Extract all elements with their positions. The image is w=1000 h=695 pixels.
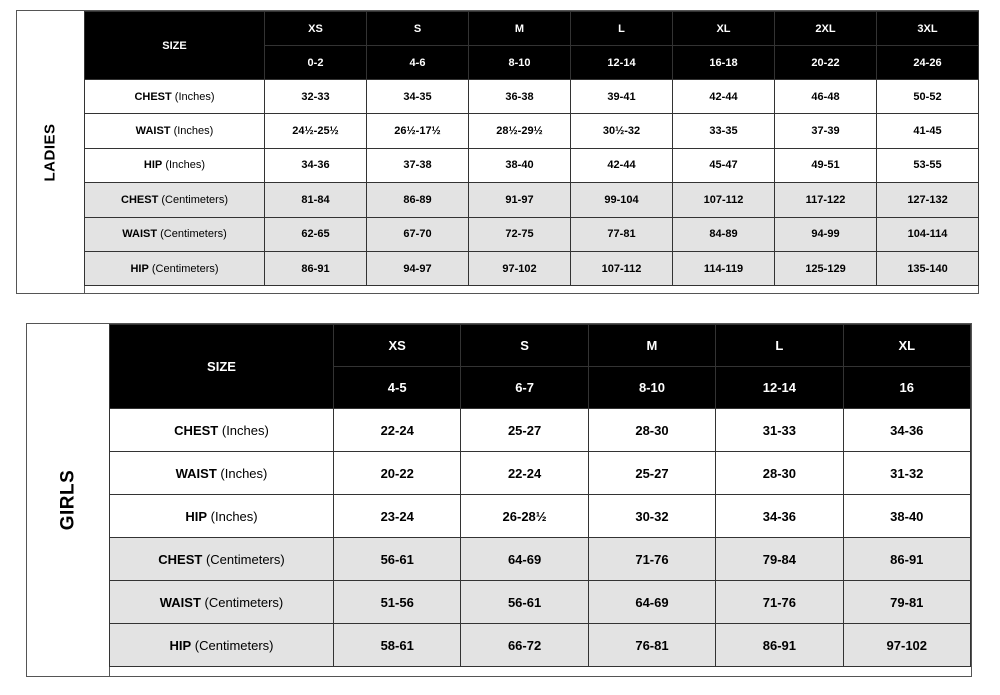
size-name: XS: [334, 325, 461, 367]
measurement-label: [85, 114, 265, 148]
size-name: L: [716, 325, 843, 367]
measure-name: WAIST: [159, 594, 201, 610]
size-range: 4-5: [334, 367, 461, 409]
measure-unit: (Inches): [210, 508, 258, 524]
measurement-value: 39-41: [571, 80, 673, 114]
measurement-row: [110, 624, 971, 667]
measurement-row: [85, 217, 979, 251]
measurement-value: 28-30: [588, 409, 715, 452]
measurement-value: 117-122: [775, 183, 877, 217]
ladies-side-label: [17, 11, 85, 293]
measurement-value: 28-30: [716, 452, 843, 495]
measurement-value: 42-44: [571, 148, 673, 182]
ladies-size-table: [84, 11, 979, 286]
measurement-row: [85, 148, 979, 182]
measurement-value: 62-65: [265, 217, 367, 251]
measurement-value: 97-102: [469, 251, 571, 285]
measure-name: HIP: [169, 637, 192, 653]
measurement-value: 25-27: [461, 409, 588, 452]
measurement-value: 30-32: [588, 495, 715, 538]
measurement-value: 135-140: [877, 251, 979, 285]
measurement-value: 25-27: [588, 452, 715, 495]
size-name: XL: [843, 325, 970, 367]
measure-unit: (Inches): [174, 90, 215, 103]
measurement-value: 107-112: [673, 183, 775, 217]
measurement-label: [85, 217, 265, 251]
measurement-value: 104-114: [877, 217, 979, 251]
measurement-value: 42-44: [673, 80, 775, 114]
measurement-row: [110, 409, 971, 452]
measure-unit: (Centimeters): [194, 637, 274, 653]
measurement-label: [110, 581, 334, 624]
measurement-value: 72-75: [469, 217, 571, 251]
measure-name: CHEST: [121, 193, 159, 206]
measure-name: WAIST: [135, 125, 171, 138]
measure-unit: (Inches): [173, 125, 214, 138]
girls-side-label: [27, 324, 110, 676]
ladies-size-chart: [16, 10, 979, 294]
size-range: 8-10: [469, 46, 571, 80]
size-name: 2XL: [775, 12, 877, 46]
size-name: S: [461, 325, 588, 367]
measure-unit: (Inches): [221, 422, 269, 438]
measurement-value: 77-81: [571, 217, 673, 251]
measure-name: CHEST: [134, 90, 172, 103]
measurement-label: [85, 148, 265, 182]
size-name: 3XL: [877, 12, 979, 46]
size-range: 12-14: [716, 367, 843, 409]
measurement-value: 45-47: [673, 148, 775, 182]
measure-name: HIP: [185, 508, 208, 524]
measurement-value: 24½-25½: [265, 114, 367, 148]
measurement-value: 32-33: [265, 80, 367, 114]
measurement-value: 30½-32: [571, 114, 673, 148]
measure-unit: (Centimeters): [204, 594, 284, 610]
measurement-value: 37-38: [367, 148, 469, 182]
measurement-label: [85, 80, 265, 114]
size-header-row: [85, 12, 979, 46]
measurement-value: 127-132: [877, 183, 979, 217]
measurement-value: 23-24: [334, 495, 461, 538]
measure-name: WAIST: [122, 228, 158, 241]
measurement-value: 34-36: [716, 495, 843, 538]
measurement-value: 22-24: [461, 452, 588, 495]
size-label: SIZE: [110, 325, 334, 409]
size-name: XL: [673, 12, 775, 46]
measure-name: WAIST: [175, 465, 217, 481]
size-range: 16: [843, 367, 970, 409]
measurement-label: [85, 183, 265, 217]
measurement-value: 31-33: [716, 409, 843, 452]
measurement-value: 56-61: [334, 538, 461, 581]
measurement-value: 26-28½: [461, 495, 588, 538]
measure-name: CHEST: [158, 551, 203, 567]
measurement-value: 22-24: [334, 409, 461, 452]
measurement-value: 51-56: [334, 581, 461, 624]
measurement-value: 86-91: [265, 251, 367, 285]
measurement-value: 71-76: [716, 581, 843, 624]
measurement-value: 84-89: [673, 217, 775, 251]
measurement-value: 86-91: [716, 624, 843, 667]
size-range: 20-22: [775, 46, 877, 80]
measurement-label: [110, 624, 334, 667]
girls-size-table: [109, 324, 971, 667]
measurement-value: 34-35: [367, 80, 469, 114]
measure-name: CHEST: [174, 422, 219, 438]
measurement-row: [85, 114, 979, 148]
measurement-value: 50-52: [877, 80, 979, 114]
measurement-value: 94-99: [775, 217, 877, 251]
measurement-value: 41-45: [877, 114, 979, 148]
measurement-label: [110, 452, 334, 495]
measurement-value: 64-69: [461, 538, 588, 581]
measurement-value: 86-91: [843, 538, 970, 581]
measurement-value: 56-61: [461, 581, 588, 624]
measurement-value: 26½-17½: [367, 114, 469, 148]
size-range: 12-14: [571, 46, 673, 80]
measurement-row: [85, 183, 979, 217]
measurement-value: 36-38: [469, 80, 571, 114]
measurement-value: 71-76: [588, 538, 715, 581]
measurement-value: 79-81: [843, 581, 970, 624]
size-name: M: [588, 325, 715, 367]
measurement-value: 99-104: [571, 183, 673, 217]
measurement-value: 34-36: [843, 409, 970, 452]
measurement-value: 38-40: [843, 495, 970, 538]
measurement-label: [110, 538, 334, 581]
measurement-value: 66-72: [461, 624, 588, 667]
measurement-value: 94-97: [367, 251, 469, 285]
measurement-value: 49-51: [775, 148, 877, 182]
measure-unit: (Centimeters): [151, 262, 219, 275]
measurement-value: 53-55: [877, 148, 979, 182]
measurement-value: 34-36: [265, 148, 367, 182]
measurement-value: 20-22: [334, 452, 461, 495]
measurement-row: [110, 538, 971, 581]
measurement-label: [110, 495, 334, 538]
size-name: S: [367, 12, 469, 46]
measure-unit: (Inches): [165, 159, 206, 172]
measurement-value: 91-97: [469, 183, 571, 217]
ladies-title: LADIES: [41, 122, 59, 182]
measure-unit: (Centimeters): [161, 193, 228, 206]
measurement-value: 58-61: [334, 624, 461, 667]
size-range: 4-6: [367, 46, 469, 80]
measurement-value: 37-39: [775, 114, 877, 148]
measure-name: HIP: [130, 262, 149, 275]
measurement-value: 107-112: [571, 251, 673, 285]
measurement-value: 33-35: [673, 114, 775, 148]
size-label: SIZE: [85, 12, 265, 80]
measurement-value: 114-119: [673, 251, 775, 285]
measurement-value: 67-70: [367, 217, 469, 251]
measurement-label: [110, 409, 334, 452]
size-name: L: [571, 12, 673, 46]
size-range: 16-18: [673, 46, 775, 80]
measure-unit: (Centimeters): [160, 228, 227, 241]
size-header-row: [110, 325, 971, 367]
measurement-value: 31-32: [843, 452, 970, 495]
measure-name: HIP: [143, 159, 163, 172]
measure-unit: (Centimeters): [205, 551, 285, 567]
size-range: 6-7: [461, 367, 588, 409]
size-name: M: [469, 12, 571, 46]
size-range: 0-2: [265, 46, 367, 80]
measurement-value: 38-40: [469, 148, 571, 182]
size-range: 24-26: [877, 46, 979, 80]
measurement-row: [85, 80, 979, 114]
measurement-value: 125-129: [775, 251, 877, 285]
measure-unit: (Inches): [220, 465, 268, 481]
girls-size-chart: [26, 323, 972, 677]
measurement-value: 79-84: [716, 538, 843, 581]
measurement-value: 28½-29½: [469, 114, 571, 148]
measurement-row: [110, 495, 971, 538]
measurement-row: [85, 251, 979, 285]
measurement-value: 81-84: [265, 183, 367, 217]
size-range: 8-10: [588, 367, 715, 409]
measurement-value: 46-48: [775, 80, 877, 114]
measurement-label: [85, 251, 265, 285]
measurement-value: 86-89: [367, 183, 469, 217]
measurement-value: 64-69: [588, 581, 715, 624]
size-name: XS: [265, 12, 367, 46]
girls-title: GIRLS: [57, 469, 78, 531]
measurement-value: 76-81: [588, 624, 715, 667]
measurement-row: [110, 452, 971, 495]
measurement-value: 97-102: [843, 624, 970, 667]
measurement-row: [110, 581, 971, 624]
